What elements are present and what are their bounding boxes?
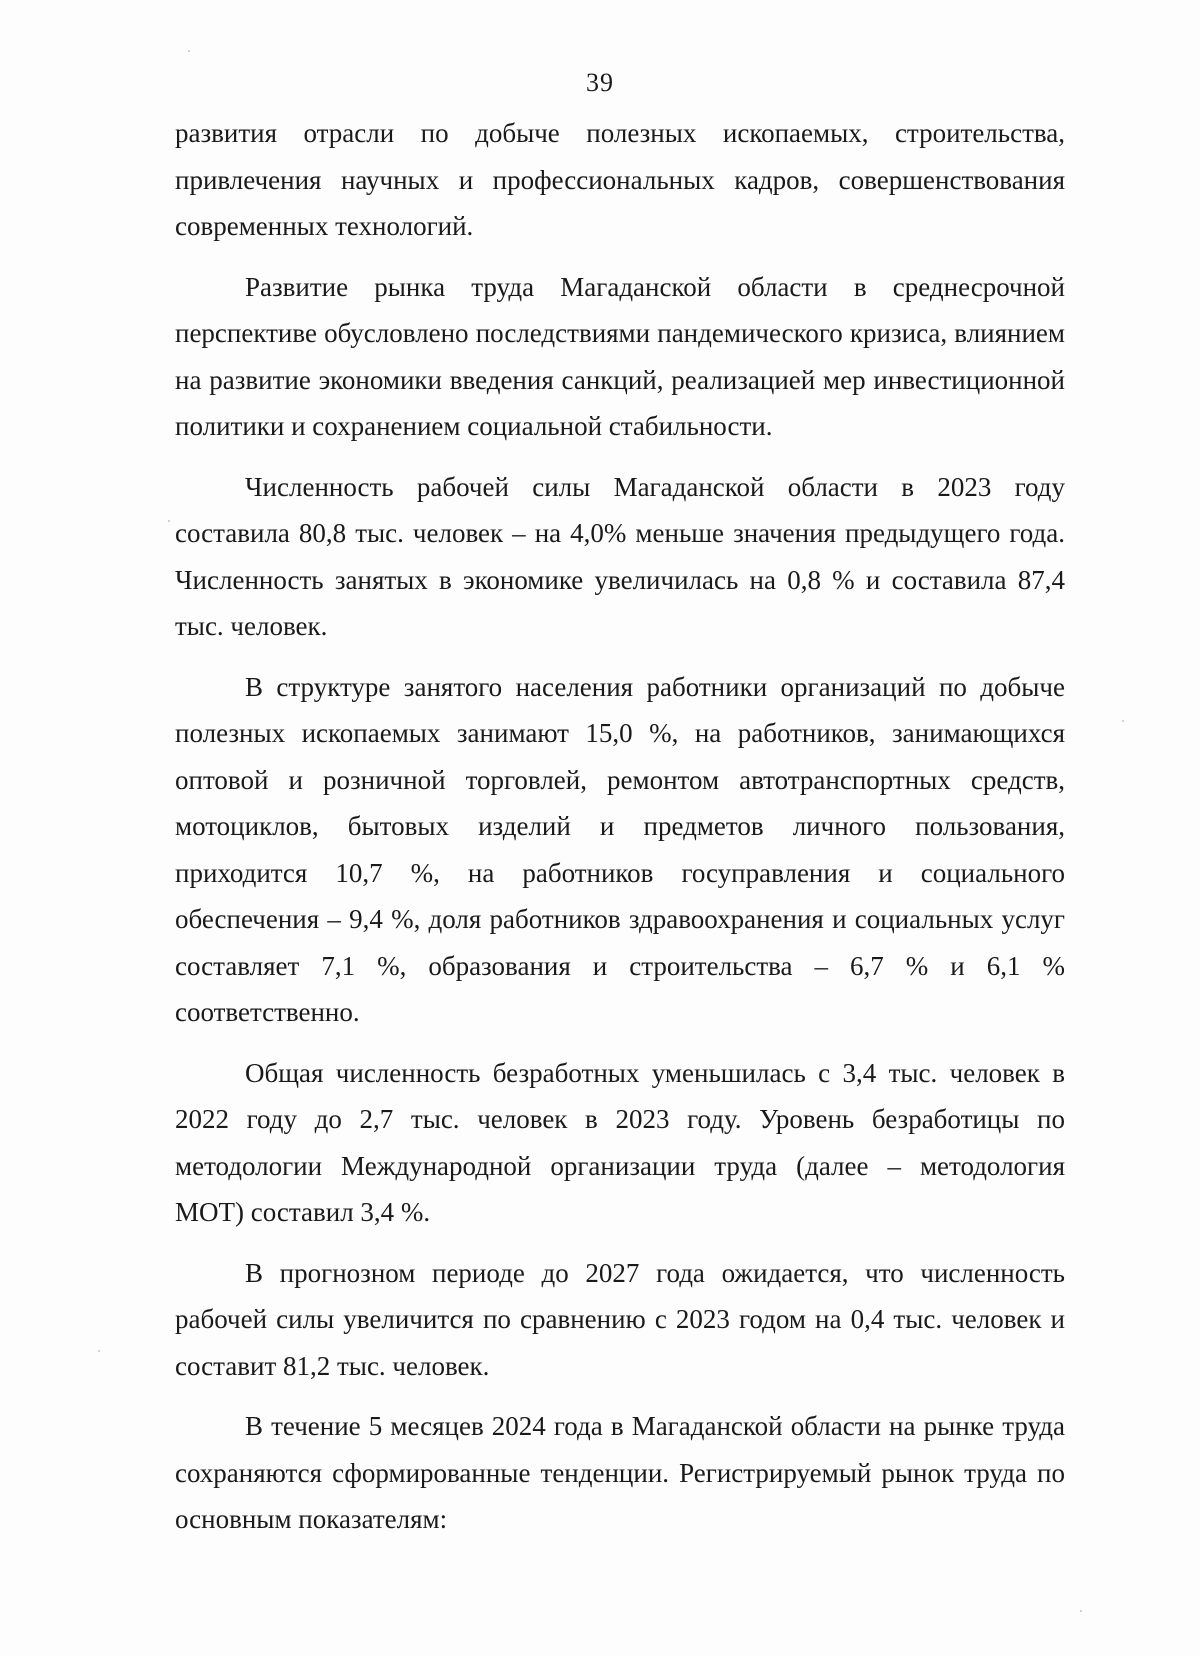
paragraph-forecast: В прогнозном периоде до 2027 года ожидается, что численность рабочей силы увеличится по сравнению с 2023 годом на 0,4 тыс. человек и составит 81,2 тыс. человек. <box>175 1257 1065 1381</box>
scan-speck <box>1122 720 1124 722</box>
paragraph-2024-trends: В течение 5 месяцев 2024 года в Магаданской области на рынке труда сохраняются сформированные тенденции. Регистрируемый рынок труда по основным показателям: <box>175 1411 1065 1534</box>
paragraph-labor-force-size: Численность рабочей силы Магаданской области в 2023 году составила 80,8 тыс. человек – на 4,0% меньше значения предыдущего года. Численность занятых в экономике увеличилась на 0,8 % и составила 87,4 тыс. человек. <box>175 471 1065 641</box>
paragraph-labor-market-development: Развитие рынка труда Магаданской области в среднесрочной перспективе обусловлено последствиями пандемического кризиса, влиянием на развитие экономики введения санкций, реализацией мер инвестиционной политики и сохранением социальной стабильности. <box>175 271 1065 441</box>
body-text <box>175 110 1065 1557</box>
scan-speck <box>168 520 170 522</box>
scan-speck <box>1080 1610 1082 1612</box>
paragraph-unemployment: Общая численность безработных уменьшилась с 3,4 тыс. человек в 2022 году до 2,7 тыс. человек в 2023 году. Уровень безработицы по методологии Международной организации труда (далее – методология МОТ) составил 3,4 %. <box>175 1057 1065 1227</box>
paragraph-employment-structure: В структуре занятого населения работники организаций по добыче полезных ископаемых занимают 15,0 %, на работников, занимающихся оптовой и розничной торговлей, ремонтом автотранспортных средств, мотоциклов, бытовых изделий и предметов личного пользования, приходится 10,7 %, на работников госуправления и социального обеспечения – 9,4 %, доля работников здравоохранения и социальных услуг составляет 7,1 %, образования и строительства – 6,7 % и 6,1 % соответственно. <box>175 671 1065 1027</box>
scan-speck <box>98 1350 100 1352</box>
page-number: 39 <box>586 68 614 97</box>
paragraph-continuation: развития отрасли по добыче полезных ископаемых, строительства, привлечения научных и профессиональных кадров, совершенствования современных технологий. <box>175 118 1065 241</box>
scan-speck <box>188 50 190 52</box>
